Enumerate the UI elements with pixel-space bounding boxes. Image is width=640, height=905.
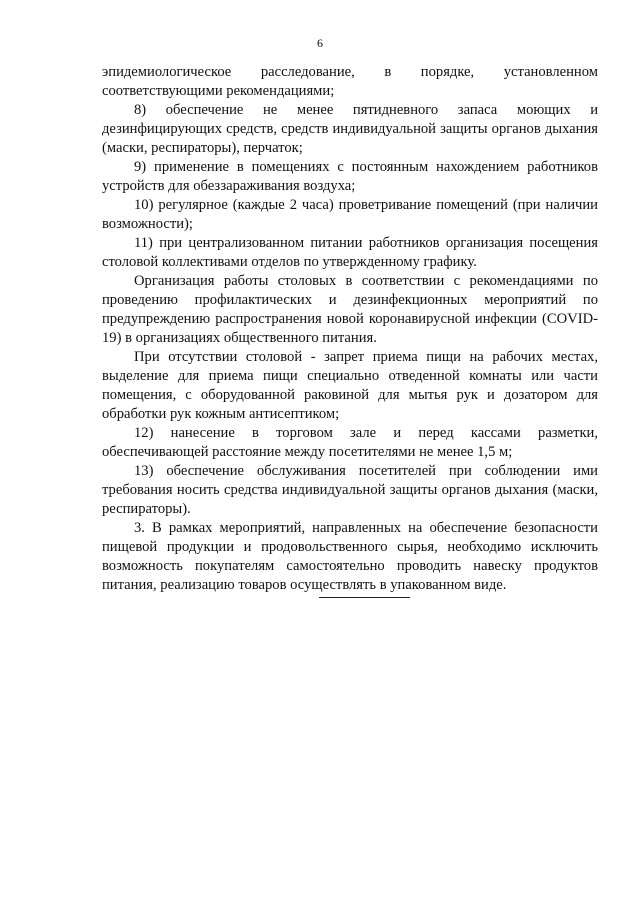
end-divider-line (319, 597, 410, 598)
document-body (102, 63, 598, 595)
paragraph-continuation: эпидемиологическое расследование, в порядке, установленном соответствующими рекомендациями; (102, 64, 598, 99)
paragraph-item-11: 11) при централизованном питании работников организация посещения столовой коллективами отделов по утвержденному графику. (102, 235, 598, 270)
paragraph-item-8: 8) обеспечение не менее пятидневного запаса моющих и дезинфицирующих средств, средств индивидуальной защиты органов дыхания (маски, респираторы), перчаток; (102, 102, 598, 156)
paragraph-item-10: 10) регулярное (каждые 2 часа) проветривание помещений (при наличии возможности); (102, 197, 598, 232)
paragraph-no-canteen: При отсутствии столовой - запрет приема пищи на рабочих местах, выделение для приема пищи специально отведенной комнаты или части помещения, с оборудованной раковиной для мытья рук и дозатором для обработки рук кожным антисептиком; (102, 349, 598, 422)
paragraph-item-13: 13) обеспечение обслуживания посетителей при соблюдении ими требования носить средства индивидуальной защиты органов дыхания (маски, респираторы). (102, 463, 598, 517)
paragraph-item-12: 12) нанесение в торговом зале и перед кассами разметки, обеспечивающей расстояние между посетителями не менее 1,5 м; (102, 425, 598, 460)
paragraph-canteen-organization: Организация работы столовых в соответствии с рекомендациями по проведению профилактических и дезинфекционных мероприятий по предупреждению распространения новой коронавирусной инфекции (COVID-19) в организациях общественного питания. (102, 273, 598, 346)
page-number: 6 (317, 36, 323, 50)
paragraph-item-9: 9) применение в помещениях с постоянным нахождением работников устройств для обеззараживания воздуха; (102, 159, 598, 194)
paragraph-section-3: 3. В рамках мероприятий, направленных на обеспечение безопасности пищевой продукции и продовольственного сырья, необходимо исключить возможность покупателям самостоятельно проводить навеску продуктов питания, реализацию товаров осуществлять в упакованном виде. (102, 520, 598, 593)
